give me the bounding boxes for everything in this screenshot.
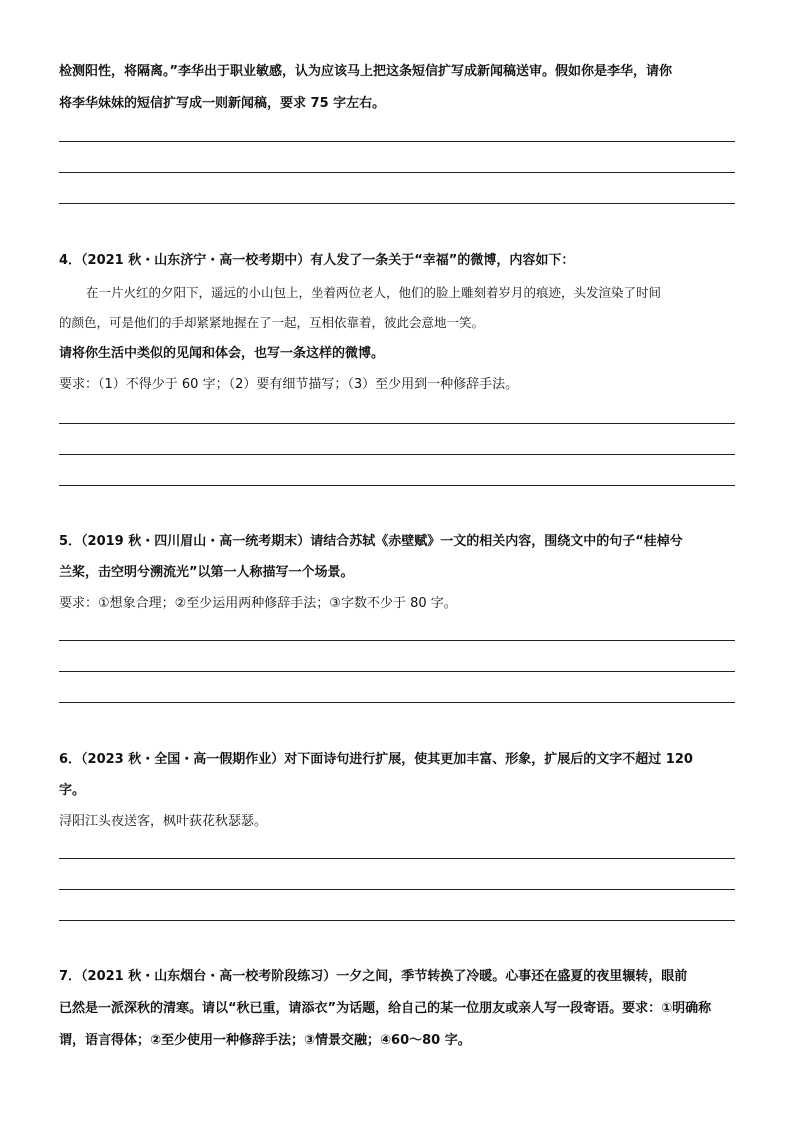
answer-line <box>59 172 735 173</box>
answer-line <box>59 889 735 890</box>
answer-line <box>59 702 735 703</box>
answer-line <box>59 640 735 641</box>
q4-requirements: 要求：（1）不得少于 60 字；（2）要有细节描写；（3）至少用到一种修辞手法。 <box>59 377 519 392</box>
q6-heading-1: 6．（2023 秋・全国・高一假期作业）对下面诗句进行扩展，使其更加丰富、形象，扩展后的文字不超过 120 <box>59 752 693 767</box>
q7-line-3: 谓，语言得体；②至少使用一种修辞手法；③情景交融；④60～80 字。 <box>59 1033 471 1048</box>
q4-quote-line-1: 在一片火红的夕阳下，遥远的小山包上，坐着两位老人，他们的脸上雕刻着岁月的痕迹，头发渲染了时间 <box>86 285 662 300</box>
answer-line <box>59 423 735 424</box>
q7-line-1: 7．（2021 秋・山东烟台・高一校考阶段练习）一夕之间，季节转换了冷暖。心事还在盛夏的夜里辗转，眼前 <box>59 969 688 984</box>
answer-line <box>59 920 735 921</box>
q7-line-2: 已然是一派深秋的清寒。请以“秋已重，请添衣”为话题，给自己的某一位朋友或亲人写一段寄语。要求：①明确称 <box>59 1001 712 1016</box>
q4-heading: 4．（2021 秋・山东济宁・高一校考期中）有人发了一条关于“幸福”的微博，内容如下： <box>59 253 575 268</box>
intro-line-1: 检测阳性，将隔离。”李华出于职业敏感，认为应该马上把这条短信扩写成新闻稿送审。假如你是李华，请你 <box>59 64 673 79</box>
answer-line <box>59 203 735 204</box>
answer-line <box>59 141 735 142</box>
q5-heading-1: 5．（2019 秋・四川眉山・高一统考期末）请结合苏轼《赤壁赋》一文的相关内容，围绕文中的句子“桂棹兮 <box>59 534 683 549</box>
answer-line <box>59 485 735 486</box>
answer-line <box>59 858 735 859</box>
q5-heading-2: 兰桨，击空明兮溯流光”以第一人称描写一个场景。 <box>59 565 354 580</box>
q6-poem: 浔阳江头夜送客，枫叶荻花秋瑟瑟。 <box>59 814 268 829</box>
q4-quote-line-2: 的颜色，可是他们的手却紧紧地握在了一起，互相依靠着，彼此会意地一笑。 <box>59 315 485 330</box>
intro-line-2: 将李华妹妹的短信扩写成一则新闻稿，要求 75 字左右。 <box>59 96 386 111</box>
q6-heading-2: 字。 <box>59 783 86 798</box>
q5-requirements: 要求：①想象合理；②至少运用两种修辞手法；③字数不少于 80 字。 <box>59 596 457 611</box>
answer-line <box>59 671 735 672</box>
q4-task: 请将你生活中类似的见闻和体会，也写一条这样的微博。 <box>59 346 385 361</box>
answer-line <box>59 454 735 455</box>
